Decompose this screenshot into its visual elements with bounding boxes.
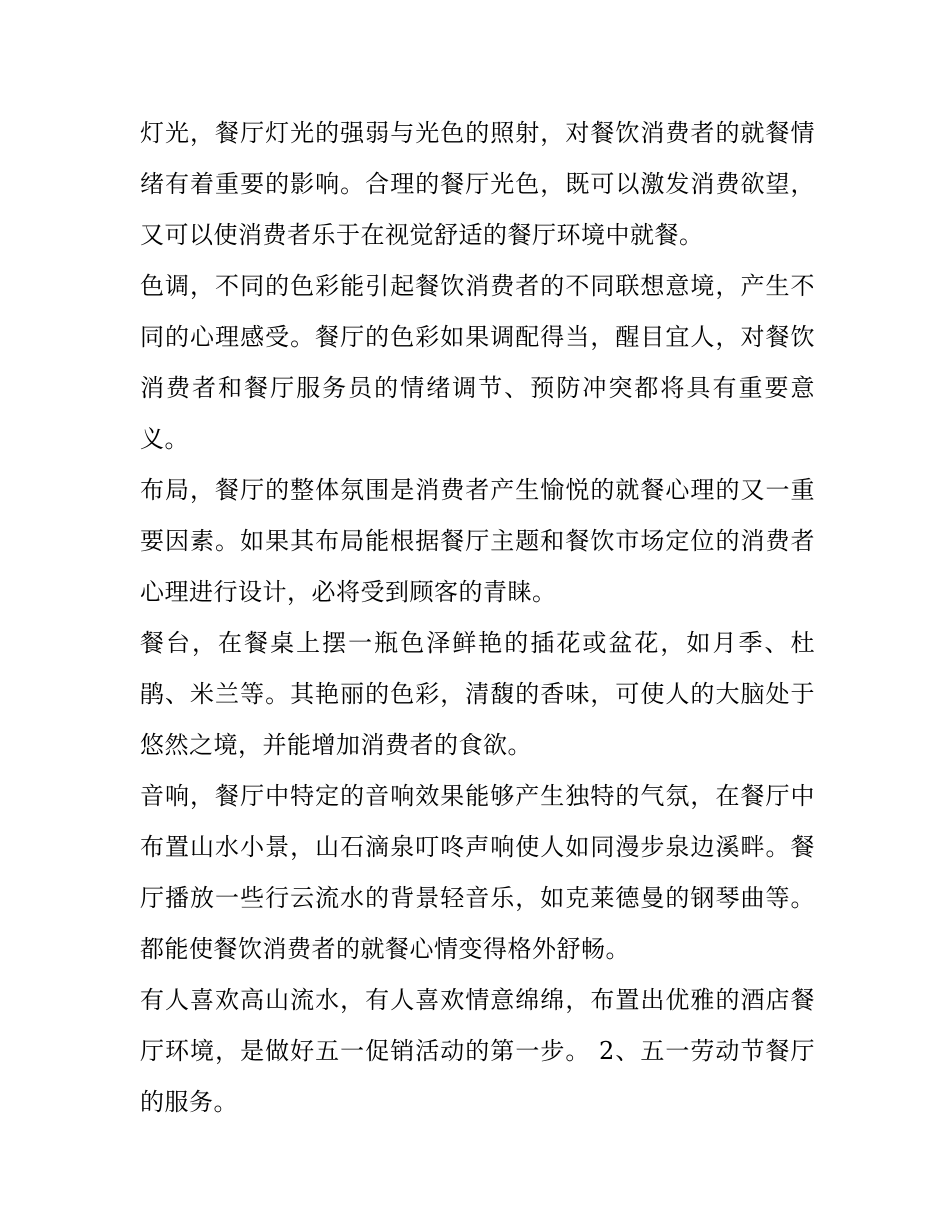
- paragraph-sound: 音响，餐厅中特定的音响效果能够产生独特的气氛，在餐厅中布置山水小景，山石滴泉叮咚声响使人如同漫步泉边溪畔。餐厅播放一些行云流水的背景轻音乐，如克莱德曼的钢琴曲等。都能使餐饮消费者的就餐心情变得格外舒畅。: [140, 782, 815, 963]
- paragraph-color-tone: 色调，不同的色彩能引起餐饮消费者的不同联想意境，产生不同的心理感受。餐厅的色彩如果调配得当，醒目宜人，对餐饮消费者和餐厅服务员的情绪调节、预防冲突都将具有重要意义。: [140, 272, 815, 453]
- paragraph-table-decor: 餐台，在餐桌上摆一瓶色泽鲜艳的插花或盆花，如月季、杜鹃、米兰等。其艳丽的色彩，清馥的香味，可使人的大脑处于悠然之境，并能增加消费者的食欲。: [140, 629, 815, 759]
- paragraph-conclusion: 有人喜欢高山流水，有人喜欢情意绵绵，布置出优雅的酒店餐厅环境，是做好五一促销活动的第一步。 2、五一劳动节餐厅的服务。: [140, 986, 815, 1116]
- document-body: [140, 108, 815, 1128]
- paragraph-layout: 布局，餐厅的整体氛围是消费者产生愉悦的就餐心理的又一重要因素。如果其布局能根据餐厅主题和餐饮市场定位的消费者心理进行设计，必将受到顾客的青睐。: [140, 476, 815, 606]
- paragraph-lighting: 灯光，餐厅灯光的强弱与光色的照射，对餐饮消费者的就餐情绪有着重要的影响。合理的餐厅光色，既可以激发消费欲望，又可以使消费者乐于在视觉舒适的餐厅环境中就餐。: [140, 119, 815, 249]
